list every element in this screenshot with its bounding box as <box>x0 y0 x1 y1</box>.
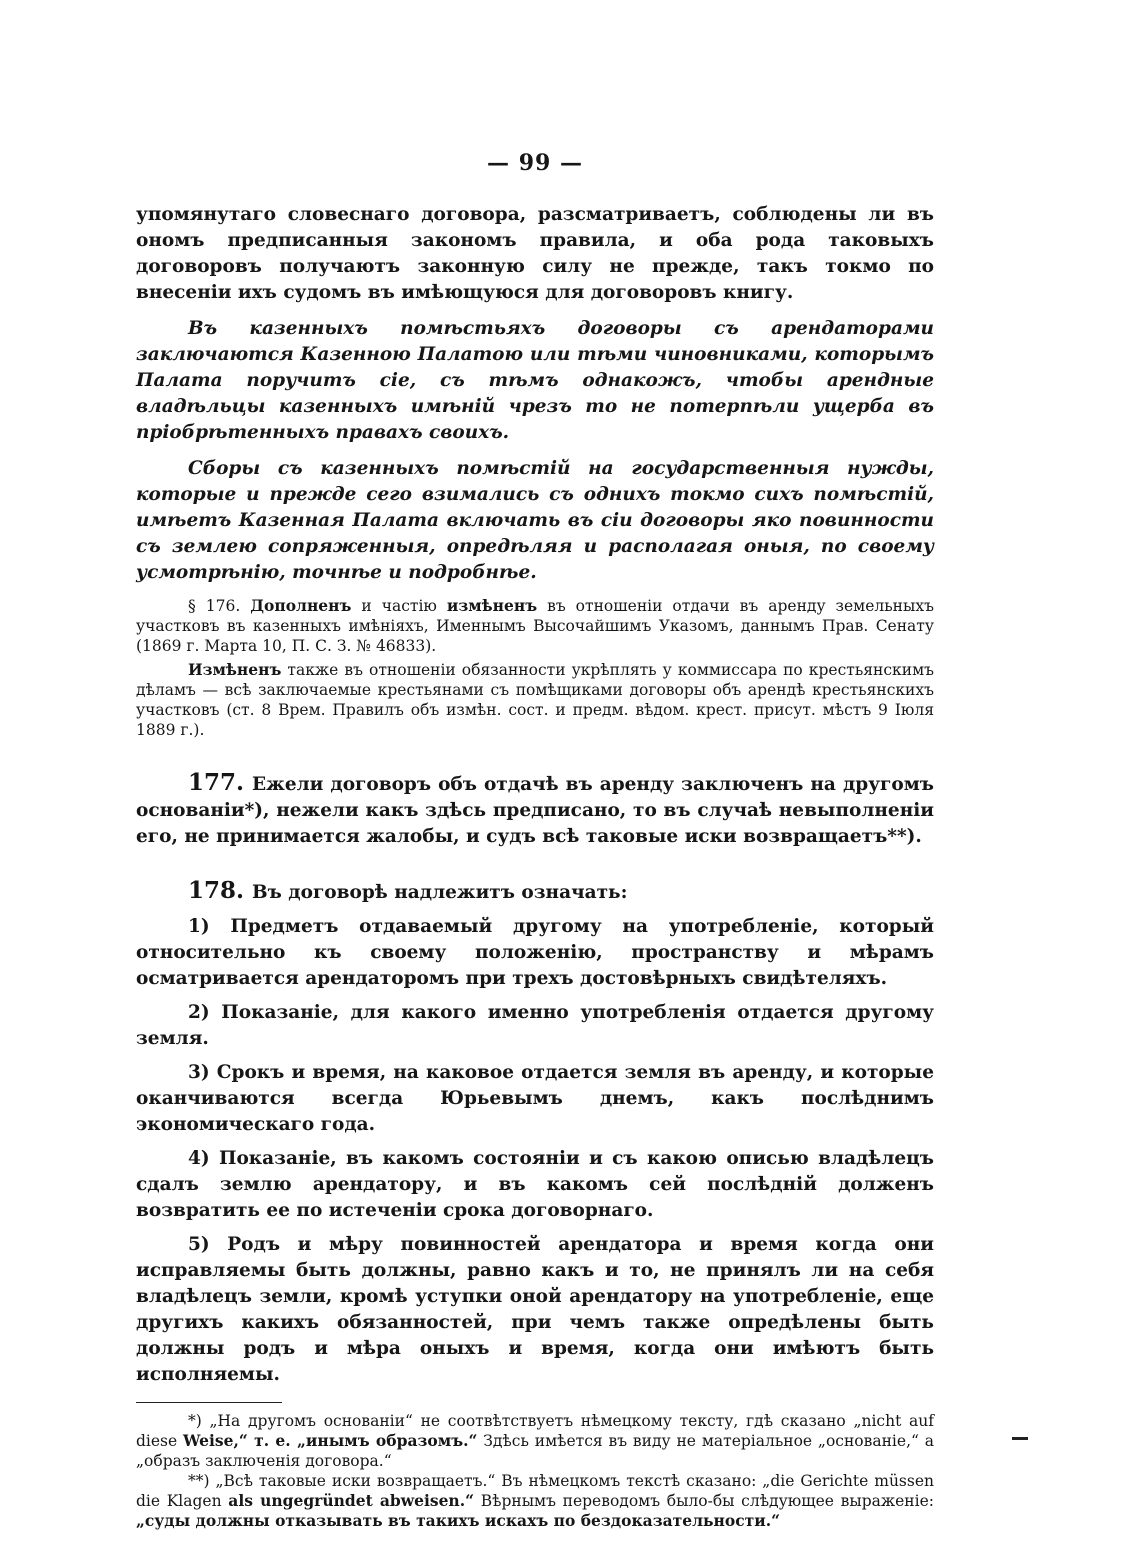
article-177-text: Ежели договоръ объ отдачѣ въ аренду заключенъ на другомъ основаніи*), нежели какъ здѣсь предписано, то въ случаѣ невыполненіи его, не принимается жалобы, и судъ всѣ таковые иски возвращаетъ**). <box>136 774 934 847</box>
note-176-prefix: § 176. <box>188 597 241 615</box>
footnote-1 <box>136 1411 934 1471</box>
intro-paragraph: упомянутаго словеснаго договора, разсматриваетъ, соблюдены ли въ ономъ предписанныя закономъ правила, и оба рода таковыхъ договоровъ получаютъ законную силу не прежде, такъ токмо по внесеніи ихъ судомъ въ имѣющуюся для договоровъ книгу. <box>136 204 934 303</box>
footnote-1-rest: Здѣсь имѣется въ виду не матеріальное „основаніе,“ а „образъ заключенія договора.“ <box>136 1432 934 1470</box>
italic-paragraph-2: Сборы съ казенныхъ помѣстій на государственныя нужды, которые и прежде сего взимались съ однихъ токмо сихъ помѣстій, имѣетъ Казенная Палата включать въ сіи договоры яко повинности съ землею сопряженныя, опредѣляя и располагая оныя, по своему усмотрѣнію, точнѣе и подробнѣе. <box>136 458 934 583</box>
note-176-rest: въ отношеніи отдачи въ аренду земельныхъ участковъ въ казенныхъ имѣніяхъ, Именнымъ Высочайшимъ Указомъ, даннымъ Прав. Сенату (1869 г. Марта 10, П. С. З. № 46833). <box>136 597 934 655</box>
footnote-1-start: *) „На другомъ основаніи“ не соотвѣтствуетъ нѣмецкому тексту, гдѣ сказано „nicht auf diese <box>136 1412 934 1450</box>
article-178-item-4: 4) Показаніе, въ какомъ состояніи и съ какою описью владѣлецъ сдалъ землю арендатору, и въ какомъ сей послѣдній долженъ возвратить ее по истеченіи срока договорнаго. <box>136 1148 934 1221</box>
footnote-2-bold: als ungegründet abweisen.“ <box>228 1491 475 1510</box>
footnote-2 <box>136 1471 934 1531</box>
page-number: — 99 — <box>487 150 583 176</box>
document-page <box>136 150 934 1531</box>
footnote-2-start: **) „Всѣ таковые иски возвращаетъ.“ Въ нѣмецкомъ текстѣ сказано: „die Gerichte müssen die Klagen <box>136 1472 934 1510</box>
article-178-text: Въ договорѣ надлежитъ означать: <box>252 882 628 903</box>
footnote-2-mid: Вѣрнымъ переводомъ было-бы слѣдующее выраженіе: <box>480 1492 934 1510</box>
article-178 <box>136 878 934 906</box>
italic-paragraph-1: Въ казенныхъ помѣстьяхъ договоры съ арендаторами заключаются Казенною Палатою или тѣми чиновниками, которымъ Палата поручитъ сіе, съ тѣмъ однакожъ, чтобы арендные владѣльцы казенныхъ имѣній чрезъ то не потерпѣли ущерба въ пріобрѣтенныхъ правахъ своихъ. <box>136 318 934 443</box>
note-176 <box>136 596 934 656</box>
article-178-item-3: 3) Срокъ и время, на каковое отдается земля въ аренду, и которые оканчиваются всегда Юрьевымъ днемъ, какъ послѣднимъ экономическаго года. <box>136 1062 934 1135</box>
article-178-number: 178. <box>188 877 245 904</box>
note-amended-bold: Измѣненъ <box>188 660 282 679</box>
note-amended <box>136 660 934 740</box>
margin-mark <box>1012 1437 1028 1440</box>
note-176-mid: и частію <box>361 597 437 615</box>
footnote-2-bold2: „суды должны отказывать въ такихъ искахъ по бездоказательности.“ <box>136 1511 781 1530</box>
footnote-1-bold: Weise,“ т. е. „инымъ образомъ.“ <box>183 1431 478 1450</box>
article-177 <box>136 770 934 850</box>
article-178-item-1: 1) Предметъ отдаваемый другому на употребленіе, который относительно къ своему положенію, пространству и мѣрамъ осматривается арендаторомъ при трехъ достовѣрныхъ свидѣтеляхъ. <box>136 916 934 989</box>
article-178-item-5: 5) Родъ и мѣру повинностей арендатора и время когда они исправляемы быть должны, равно какъ и то, не принялъ ли на себя владѣлецъ земли, кромѣ уступки оной арендатору на употребленіе, еще другихъ какихъ обязанностей, при чемъ также опредѣлены быть должны родъ и мѣра оныхъ и время, когда они имѣютъ быть исполняемы. <box>136 1234 934 1385</box>
article-178-item-2: 2) Показаніе, для какого именно употребленія отдается другому земля. <box>136 1002 934 1049</box>
note-amended-rest: также въ отношеніи обязанности укрѣплять у коммиссара по крестьянскимъ дѣламъ — всѣ заключаемые крестьянами съ помѣщиками договоры объ арендѣ крестьянскихъ участковъ (ст. 8 Врем. Правилъ объ измѣн. сост. и предм. вѣдом. крест. присут. мѣстъ 9 Іюля 1889 г.). <box>136 661 934 739</box>
footnote-divider <box>136 1402 282 1403</box>
note-176-bold2: измѣненъ <box>446 596 538 615</box>
note-176-bold: Дополненъ <box>250 596 352 615</box>
article-177-number: 177. <box>188 769 245 796</box>
